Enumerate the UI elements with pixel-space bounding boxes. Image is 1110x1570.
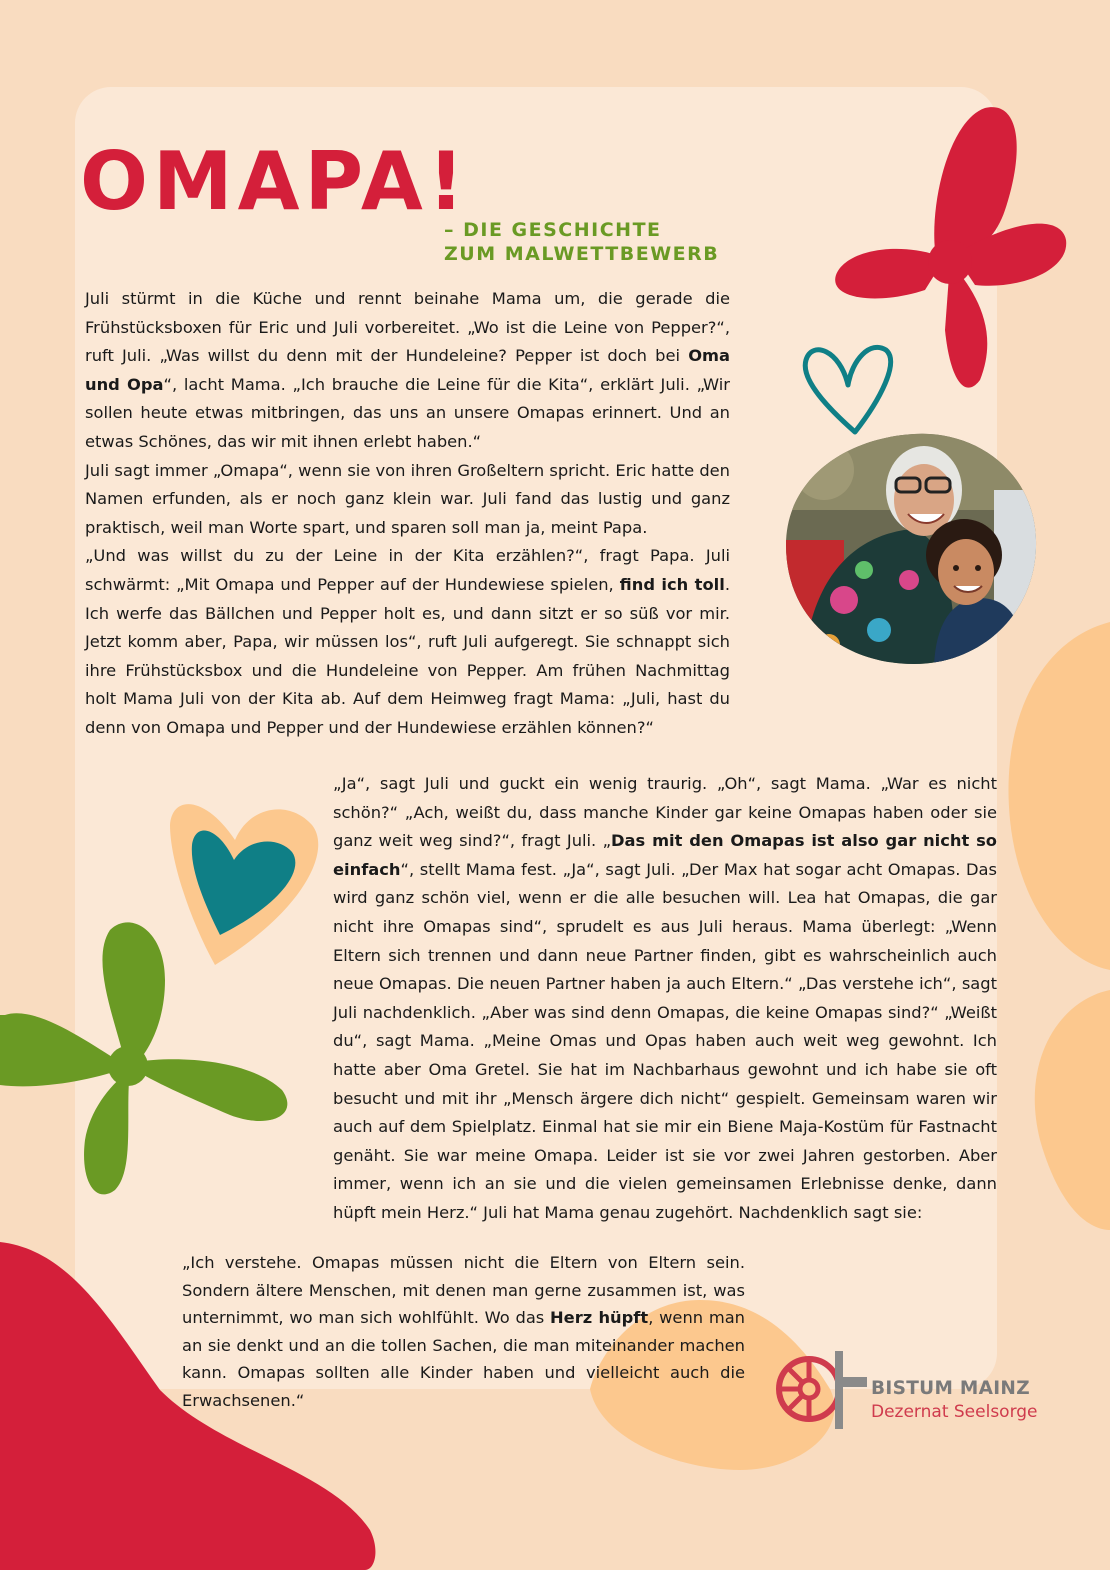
story-paragraph-3 bbox=[85, 542, 730, 742]
story-part-3 bbox=[182, 1249, 745, 1415]
logo-name: BISTUM MAINZ bbox=[871, 1378, 1030, 1399]
text-segment: “, stellt Mama fest. „Ja“, sagt Juli. „Der Max hat sogar acht Omapas. Das wird ganz schön viel, wenn er die alle besuchen will. Lea hat Omapas, die gar nicht ihre Omapas sind“, sprudelt es aus Juli heraus. Mama überlegt: „Wenn Eltern sich trennen und dann neue Partner finden, gibt es wahrscheinlich auch neue Omapas. Die neuen Partner haben ja auch Eltern.“ „Das verstehe ich“, sagt Juli nachdenklich. „Aber was sind denn Omapas, die keine Omapas sind?“ „Weißt du“, sagt Mama. „Meine Omas und Opas haben auch weit weg gewohnt. Ich hatte aber Oma Gretel. Sie hat im Nachbarhaus gewohnt und ich habe sie oft besucht und mit ihr „Mensch ärgere dich nicht“ gespielt. Gemeinsam waren wir auch auf dem Spielplatz. Einmal hat sie mir ein Biene Maja-Kostüm für Fastnacht genäht. Sie war meine Omapa. Leider ist sie vor zwei Jahren gestorben. Aber immer, wenn ich an sie und die vielen gemeinsamen Erlebnisse denke, dann hüpft mein Herz.“ Juli hat Mama genau zugehört. Nachdenklich sagt sie: bbox=[333, 859, 997, 1222]
text-segment: . Ich werfe das Bällchen und Pepper holt es, und dann sitzt er so süß vor mir. Jetzt komm aber, Papa, wir müssen los“, ruft Juli aufgeregt. Sie schnappt sich ihre Frühstücksbox und die Hundeleine von Pepper. Am frühen Nachmittag holt Mama Juli von der Kita ab. Auf dem Heimweg fragt Mama: „Juli, hast du denn von Omapa und Pepper und der Hundewiese erzählen können?“ bbox=[85, 574, 730, 737]
story-paragraph-1 bbox=[85, 285, 730, 457]
bold-text: find ich toll bbox=[619, 574, 725, 594]
story-paragraph-5 bbox=[182, 1249, 745, 1415]
story-part-2 bbox=[333, 770, 997, 1228]
bold-text: Herz hüpft bbox=[550, 1308, 649, 1328]
subtitle-line-2: ZUM MALWETTBEWERB bbox=[444, 243, 720, 265]
green-clover-decoration bbox=[0, 922, 287, 1194]
story-part-1 bbox=[85, 285, 730, 743]
page-title: OMAPA! bbox=[80, 135, 470, 228]
logo-department: Dezernat Seelsorge bbox=[871, 1402, 1038, 1422]
bold-text: Oma und Opa bbox=[85, 346, 730, 394]
bold-text: Das mit den Omapas ist also gar nicht so einfach bbox=[333, 831, 997, 879]
text-segment: „Und was willst du zu der Leine in der Kita erzählen?“, fragt Papa. Juli schwärmt: „Mit Omapa und Pepper auf der Hundewiese spielen, bbox=[85, 546, 730, 594]
grandmother-grandson-photo bbox=[784, 430, 1038, 666]
text-segment: „Ja“, sagt Juli und guckt ein wenig traurig. „Oh“, sagt Mama. „War es nicht schön?“ „Ach, weißt du, dass manche Kinder gar keine Omapas haben oder sie ganz weit weg sind?“, fragt Juli. „ bbox=[333, 774, 997, 851]
page-subtitle bbox=[444, 218, 719, 266]
subtitle-line-1: – DIE GESCHICHTE bbox=[444, 219, 662, 241]
text-segment: Juli stürmt in die Küche und rennt beinahe Mama um, die gerade die Frühstücksboxen für Eric und Juli vorbereitet. „Wo ist die Leine von Pepper?“, ruft Juli. „Was willst du denn mit der Hundeleine? Pepper ist doch bei bbox=[85, 289, 730, 366]
red-flower-decoration bbox=[835, 107, 1066, 388]
text-segment: „Ich verstehe. Omapas müssen nicht die Eltern von Eltern sein. Sondern ältere Menschen, mit denen man gerne zusammen ist, was unternimmt, wo man sich wohlfühlt. Wo das bbox=[182, 1253, 745, 1328]
story-paragraph-4 bbox=[333, 770, 997, 1228]
teal-heart-outline-icon bbox=[805, 347, 890, 432]
story-paragraph-2: Juli sagt immer „Omapa“, wenn sie von ihren Großeltern spricht. Eric hatte den Namen erfunden, als er noch ganz klein war. Juli fand das lustig und ganz praktisch, weil man Worte spart, und sparen soll man ja, meint Papa. bbox=[85, 460, 730, 537]
text-segment: , wenn man an sie denkt und an die tollen Sachen, die man miteinander machen kann. Omapas sollten alle Kinder haben und vielleicht auch die Erwachsenen.“ bbox=[182, 1308, 746, 1410]
text-segment: “, lacht Mama. „Ich brauche die Leine für die Kita“, erklärt Juli. „Wir sollen heute etwas mitbringen, das uns an unsere Omapas erinnert. Und an etwas Schönes, das wir mit ihnen erlebt haben.“ bbox=[85, 374, 730, 451]
